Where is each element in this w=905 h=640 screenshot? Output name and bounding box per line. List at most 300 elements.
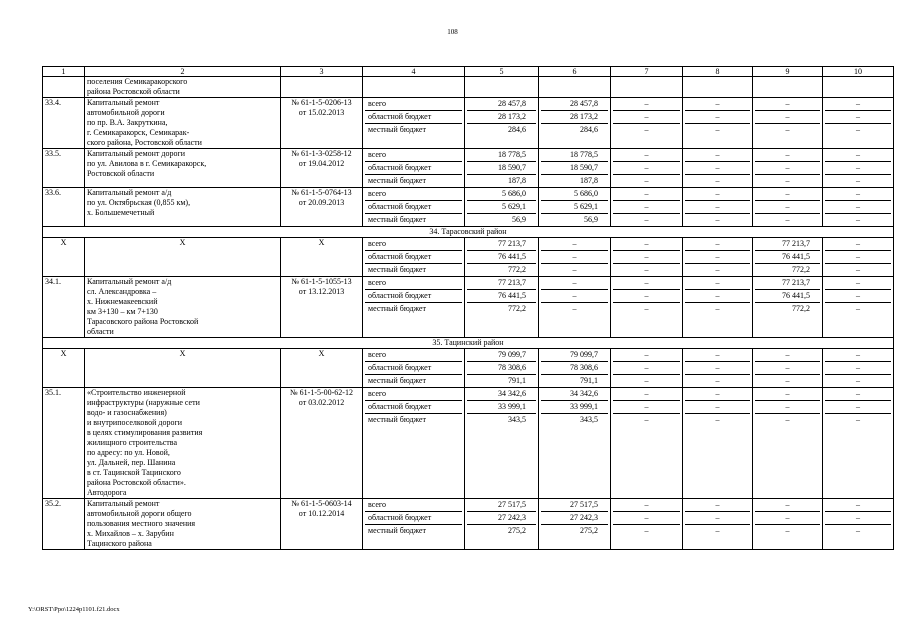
col-7	[611, 277, 683, 338]
col-10-value: –	[856, 376, 860, 385]
col-6	[539, 349, 611, 388]
col-6-value: 79 099,7	[541, 349, 608, 362]
col-6	[539, 238, 611, 277]
object-name-line: водо- и газоснабжения)	[87, 408, 167, 417]
column-header: 3	[281, 67, 363, 77]
col-8-value: –	[685, 277, 750, 290]
empty-cell	[539, 77, 611, 98]
col-7-value: –	[613, 277, 680, 290]
col-10	[823, 277, 894, 338]
col-10-value: –	[825, 512, 891, 525]
col-6	[539, 188, 611, 227]
object-name-line: района Ростовской области	[87, 87, 180, 96]
expertise-date: от 19.04.2012	[298, 159, 345, 168]
table-row	[43, 98, 894, 149]
col-6	[539, 98, 611, 149]
col-6-value: –	[541, 277, 608, 290]
col-7-value: –	[613, 251, 680, 264]
section-title: 34. Тарасовский район	[43, 227, 894, 238]
col-6-value: –	[572, 304, 577, 313]
object-name-line: автомобильной дороги	[87, 108, 165, 117]
col-5-value: 28 457,8	[467, 98, 536, 111]
col-5-value: 343,5	[508, 415, 526, 424]
section-title-row	[43, 227, 894, 238]
col-9	[753, 277, 823, 338]
document-number	[281, 277, 363, 338]
budget-source	[363, 238, 465, 277]
col-9	[753, 188, 823, 227]
col-8-value: –	[685, 349, 750, 362]
expertise-date: от 10.12.2014	[298, 509, 345, 518]
total-row	[43, 349, 894, 388]
col-7-value: –	[644, 125, 649, 134]
col-10	[823, 499, 894, 550]
budget-source-value: местный бюджет	[368, 304, 426, 313]
object-name-line: км 3+130 – км 7+130	[87, 307, 158, 316]
col-7	[611, 149, 683, 188]
col-10	[823, 349, 894, 388]
col-8-value: –	[715, 176, 720, 185]
col-6-value: 284,6	[580, 125, 598, 134]
col-10-value: –	[856, 304, 860, 313]
row-number: Х	[43, 238, 85, 277]
col-5-value: 28 173,2	[467, 111, 536, 124]
col-10-value: –	[825, 162, 891, 175]
row-number: 35.2.	[43, 499, 85, 550]
col-6	[539, 149, 611, 188]
col-9-value: –	[755, 349, 820, 362]
expertise-number: № 61-1-3-0258-12	[291, 149, 352, 158]
col-5-value: 76 441,5	[467, 251, 536, 264]
col-5-value: 77 213,7	[467, 277, 536, 290]
col-10	[823, 188, 894, 227]
budget-source-value: областной бюджет	[365, 362, 462, 375]
row-number: 33.5.	[43, 149, 85, 188]
col-9-value: –	[755, 388, 820, 401]
expertise-number: № 61-1-5-0764-13	[291, 188, 352, 197]
expertise-number: № 61-1-5-0206-13	[291, 98, 352, 107]
col-10	[823, 98, 894, 149]
col-10-value: –	[825, 401, 891, 414]
col-5-value: 56,9	[512, 215, 526, 224]
total-row	[43, 238, 894, 277]
col-9	[753, 98, 823, 149]
col-9-value: 76 441,5	[755, 290, 820, 303]
col-8-value: –	[715, 215, 720, 224]
table-row	[43, 499, 894, 550]
budget-source-value: местный бюджет	[368, 265, 426, 274]
col-7	[611, 98, 683, 149]
col-10-value: –	[825, 188, 891, 201]
object-name-line: пользования местного значения	[87, 519, 196, 528]
col-10-value: –	[825, 499, 891, 512]
row-number: 34.1.	[43, 277, 85, 338]
col-8-value: –	[685, 388, 750, 401]
col-10-value: –	[825, 149, 891, 162]
col-8	[683, 98, 753, 149]
col-6-value: 5 686,0	[541, 188, 608, 201]
object-name-line: «Строительство инженерной	[87, 388, 186, 397]
col-6	[539, 388, 611, 499]
budget-source-value: областной бюджет	[365, 111, 462, 124]
col-5-value: 187,8	[508, 176, 526, 185]
col-5-value: 5 629,1	[467, 201, 536, 214]
object-name-line: и внутрипоселковой дороги	[87, 418, 183, 427]
col-7-value: –	[613, 188, 680, 201]
budget-source-value: всего	[365, 499, 462, 512]
col-9-value: –	[785, 125, 790, 134]
col-5	[465, 277, 539, 338]
col-5-value: 18 590,7	[467, 162, 536, 175]
col-7-value: –	[613, 499, 680, 512]
object-name-line: инфраструктуры (наружные сети	[87, 398, 200, 407]
budget-source-value: местный бюджет	[368, 415, 426, 424]
col-7-value: –	[613, 362, 680, 375]
col-9-value: 772,2	[792, 265, 810, 274]
col-5-value: 275,2	[508, 526, 526, 535]
col-5	[465, 149, 539, 188]
object-name	[85, 277, 281, 338]
col-9-value: –	[755, 401, 820, 414]
col-5-value: 34 342,6	[467, 388, 536, 401]
object-name: Х	[85, 349, 281, 388]
object-name-line: сл. Александровка –	[87, 287, 157, 296]
col-8-value: –	[685, 512, 750, 525]
budget-source-value: всего	[365, 388, 462, 401]
object-name-line: Капитальный ремонт а/д	[87, 277, 172, 286]
budget-source-value: местный бюджет	[368, 125, 426, 134]
col-7-value: –	[644, 304, 649, 313]
table-row	[43, 388, 894, 499]
document-number	[281, 149, 363, 188]
footer-file-path: Y:\ORST\Ppo\1224p1101.f21.docx	[28, 606, 120, 613]
section-title-row	[43, 338, 894, 349]
document-number: Х	[281, 238, 363, 277]
col-6-value: 343,5	[580, 415, 598, 424]
col-8-value: –	[685, 188, 750, 201]
col-7-value: –	[613, 162, 680, 175]
object-name-line: района Ростовской области».	[87, 478, 186, 487]
col-8-value: –	[685, 149, 750, 162]
col-6-value: 34 342,6	[541, 388, 608, 401]
column-header: 4	[363, 67, 465, 77]
col-7-value: –	[613, 512, 680, 525]
col-7-value: –	[644, 415, 649, 424]
budget-source	[363, 98, 465, 149]
object-name-line: г. Семикаракорск, Семикарак-	[87, 128, 190, 137]
col-9-value: –	[785, 215, 790, 224]
empty-cell	[753, 77, 823, 98]
col-5	[465, 98, 539, 149]
object-name-line: автомобильной дороги общего	[87, 509, 192, 518]
object-name-line: области	[87, 327, 114, 336]
object-name	[85, 98, 281, 149]
col-10-value: –	[856, 415, 860, 424]
row-number: 35.1.	[43, 388, 85, 499]
table-row	[43, 277, 894, 338]
col-5-value: 791,1	[508, 376, 526, 385]
col-8-value: –	[715, 526, 720, 535]
empty-cell	[281, 77, 363, 98]
col-9	[753, 499, 823, 550]
col-6-value: 187,8	[580, 176, 598, 185]
col-5-value: 76 441,5	[467, 290, 536, 303]
col-6-value: 56,9	[584, 215, 598, 224]
object-name-line: Капитальный ремонт дороги	[87, 149, 186, 158]
col-8-value: –	[685, 162, 750, 175]
col-9	[753, 149, 823, 188]
col-5-value: 284,6	[508, 125, 526, 134]
object-name-line: Тацинского района	[87, 539, 152, 548]
col-6-value: –	[541, 290, 608, 303]
col-7	[611, 238, 683, 277]
row-number: Х	[43, 349, 85, 388]
col-5-value: 33 999,1	[467, 401, 536, 414]
col-5-value: 77 213,7	[467, 238, 536, 251]
col-10-value: –	[856, 125, 860, 134]
col-9-value: –	[785, 526, 790, 535]
col-10-value: –	[856, 176, 860, 185]
col-9-value: –	[755, 512, 820, 525]
col-10-value: –	[856, 265, 860, 274]
col-7	[611, 388, 683, 499]
empty-cell	[683, 77, 753, 98]
col-8-value: –	[685, 251, 750, 264]
expertise-number: № 61-1-5-0603-14	[291, 499, 352, 508]
column-header: 10	[823, 67, 894, 77]
col-7-value: –	[644, 526, 649, 535]
expertise-number: № 61-1-5-00-62-12	[290, 388, 353, 397]
col-10-value: –	[825, 362, 891, 375]
col-5	[465, 188, 539, 227]
col-8-value: –	[685, 401, 750, 414]
col-5	[465, 499, 539, 550]
page-number: 108	[447, 28, 458, 36]
col-9-value: –	[785, 176, 790, 185]
budget-source	[363, 349, 465, 388]
col-10-value: –	[825, 277, 891, 290]
object-name	[85, 149, 281, 188]
document-number	[281, 499, 363, 550]
object-name-line: по ул. Октябрьская (0,855 км),	[87, 198, 191, 207]
object-name-line: х. Большемечетный	[87, 208, 155, 217]
column-header: 5	[465, 67, 539, 77]
col-9	[753, 238, 823, 277]
budget-source-value: всего	[365, 238, 462, 251]
expertise-number: № 61-1-5-1055-13	[291, 277, 352, 286]
col-10	[823, 388, 894, 499]
col-9	[753, 388, 823, 499]
object-name-line: поселения Семикаракорского	[87, 77, 188, 86]
col-10-value: –	[825, 238, 891, 251]
col-8-value: –	[685, 201, 750, 214]
col-8-value: –	[685, 238, 750, 251]
budget-source-value: всего	[365, 188, 462, 201]
col-6	[539, 499, 611, 550]
budget-source-value: областной бюджет	[365, 290, 462, 303]
col-7-value: –	[644, 215, 649, 224]
col-10-value: –	[825, 349, 891, 362]
document-number	[281, 98, 363, 149]
budget-source-value: всего	[365, 149, 462, 162]
budget-source-value: всего	[365, 98, 462, 111]
col-7-value: –	[644, 265, 649, 274]
col-8-value: –	[715, 125, 720, 134]
section-title: 35. Тацинский район	[43, 338, 894, 349]
budget-table	[42, 66, 894, 550]
col-9-value: –	[755, 162, 820, 175]
column-header: 8	[683, 67, 753, 77]
col-10	[823, 238, 894, 277]
object-name-line: жилищного строительства	[87, 438, 177, 447]
col-7	[611, 499, 683, 550]
col-10	[823, 149, 894, 188]
col-6-value: 78 308,6	[541, 362, 608, 375]
object-name	[85, 499, 281, 550]
budget-source-value: местный бюджет	[368, 215, 426, 224]
col-6-value: 28 173,2	[541, 111, 608, 124]
budget-source-value: областной бюджет	[365, 201, 462, 214]
document-number	[281, 188, 363, 227]
column-header-row	[43, 67, 894, 77]
col-8-value: –	[715, 376, 720, 385]
document-number: Х	[281, 349, 363, 388]
document-number	[281, 388, 363, 499]
object-name-line: в ст. Тацинской Тацинского	[87, 468, 181, 477]
budget-source	[363, 188, 465, 227]
col-9-value: –	[755, 111, 820, 124]
col-9-value: 77 213,7	[755, 277, 820, 290]
col-7-value: –	[644, 376, 649, 385]
col-5	[465, 238, 539, 277]
object-name	[85, 388, 281, 499]
object-name-line: Тарасовского района Ростовской	[87, 317, 199, 326]
table-row	[43, 149, 894, 188]
col-10-value: –	[825, 111, 891, 124]
col-7-value: –	[613, 388, 680, 401]
table-row	[43, 188, 894, 227]
column-header: 7	[611, 67, 683, 77]
object-name-line: Ростовской области	[87, 169, 155, 178]
col-10-value: –	[825, 388, 891, 401]
budget-source-value: областной бюджет	[365, 162, 462, 175]
col-9	[753, 349, 823, 388]
budget-source-value: всего	[365, 277, 462, 290]
col-7-value: –	[644, 176, 649, 185]
empty-cell	[465, 77, 539, 98]
col-6-value: 5 629,1	[541, 201, 608, 214]
budget-source-value: всего	[365, 349, 462, 362]
column-header: 2	[85, 67, 281, 77]
col-8-value: –	[685, 362, 750, 375]
col-7-value: –	[613, 401, 680, 414]
col-9-value: –	[785, 415, 790, 424]
col-6-value: –	[541, 238, 608, 251]
col-5-value: 27 242,3	[467, 512, 536, 525]
col-6-value: 33 999,1	[541, 401, 608, 414]
col-10-value: –	[856, 526, 860, 535]
budget-source-value: местный бюджет	[368, 176, 426, 185]
col-6-value: 791,1	[580, 376, 598, 385]
expertise-date: от 20.09.2013	[298, 198, 345, 207]
col-10-value: –	[825, 251, 891, 264]
col-9-value: 77 213,7	[755, 238, 820, 251]
budget-source-value: областной бюджет	[365, 251, 462, 264]
col-5	[465, 388, 539, 499]
budget-source-value: областной бюджет	[365, 401, 462, 414]
col-10-value: –	[825, 201, 891, 214]
col-6-value: 27 242,3	[541, 512, 608, 525]
object-name-line: Автодорога	[87, 488, 127, 497]
budget-source-value: местный бюджет	[368, 376, 426, 385]
budget-source-value: местный бюджет	[368, 526, 426, 535]
col-5-value: 27 517,5	[467, 499, 536, 512]
col-6-value: –	[541, 251, 608, 264]
col-5-value: 79 099,7	[467, 349, 536, 362]
col-5	[465, 349, 539, 388]
col-8-value: –	[715, 265, 720, 274]
object-name-line: Капитальный ремонт	[87, 98, 160, 107]
col-6-value: –	[572, 265, 577, 274]
col-10-value: –	[856, 215, 860, 224]
object-name-line: ского района, Ростовской области	[87, 138, 202, 147]
budget-source	[363, 499, 465, 550]
col-5-value: 772,2	[508, 265, 526, 274]
col-7-value: –	[613, 238, 680, 251]
col-8	[683, 238, 753, 277]
col-9-value: –	[755, 201, 820, 214]
col-5-value: 18 778,5	[467, 149, 536, 162]
col-7-value: –	[613, 349, 680, 362]
col-6-value: 27 517,5	[541, 499, 608, 512]
row-number	[43, 77, 85, 98]
col-8	[683, 499, 753, 550]
col-6	[539, 277, 611, 338]
col-8-value: –	[685, 499, 750, 512]
object-name-line: по ул. Авилова в г. Семикаракорск,	[87, 159, 207, 168]
budget-source	[363, 388, 465, 499]
column-header: 6	[539, 67, 611, 77]
empty-cell	[611, 77, 683, 98]
col-6-value: 28 457,8	[541, 98, 608, 111]
col-7-value: –	[613, 149, 680, 162]
col-5-value: 78 308,6	[467, 362, 536, 375]
col-8	[683, 188, 753, 227]
col-6-value: 18 590,7	[541, 162, 608, 175]
budget-source	[363, 149, 465, 188]
col-8-value: –	[685, 290, 750, 303]
col-9-value: 76 441,5	[755, 251, 820, 264]
object-name-line: ул. Дальней, пер. Шанина	[87, 458, 176, 467]
budget-source-value: областной бюджет	[365, 512, 462, 525]
col-9-value: –	[785, 376, 790, 385]
col-7	[611, 188, 683, 227]
object-name-line: в целях стимулирования развития	[87, 428, 203, 437]
object-name-line: Капитальный ремонт а/д	[87, 188, 172, 197]
expertise-date: от 03.02.2012	[298, 398, 345, 407]
expertise-date: от 15.02.2013	[298, 108, 345, 117]
object-name-line: по адресу: по ул. Новой,	[87, 448, 170, 457]
row-number: 33.4.	[43, 98, 85, 149]
col-6-value: 275,2	[580, 526, 598, 535]
col-8-value: –	[715, 415, 720, 424]
budget-source	[363, 277, 465, 338]
column-header: 9	[753, 67, 823, 77]
column-header: 1	[43, 67, 85, 77]
object-name-line: Капитальный ремонт	[87, 499, 160, 508]
col-10-value: –	[825, 98, 891, 111]
col-7	[611, 349, 683, 388]
